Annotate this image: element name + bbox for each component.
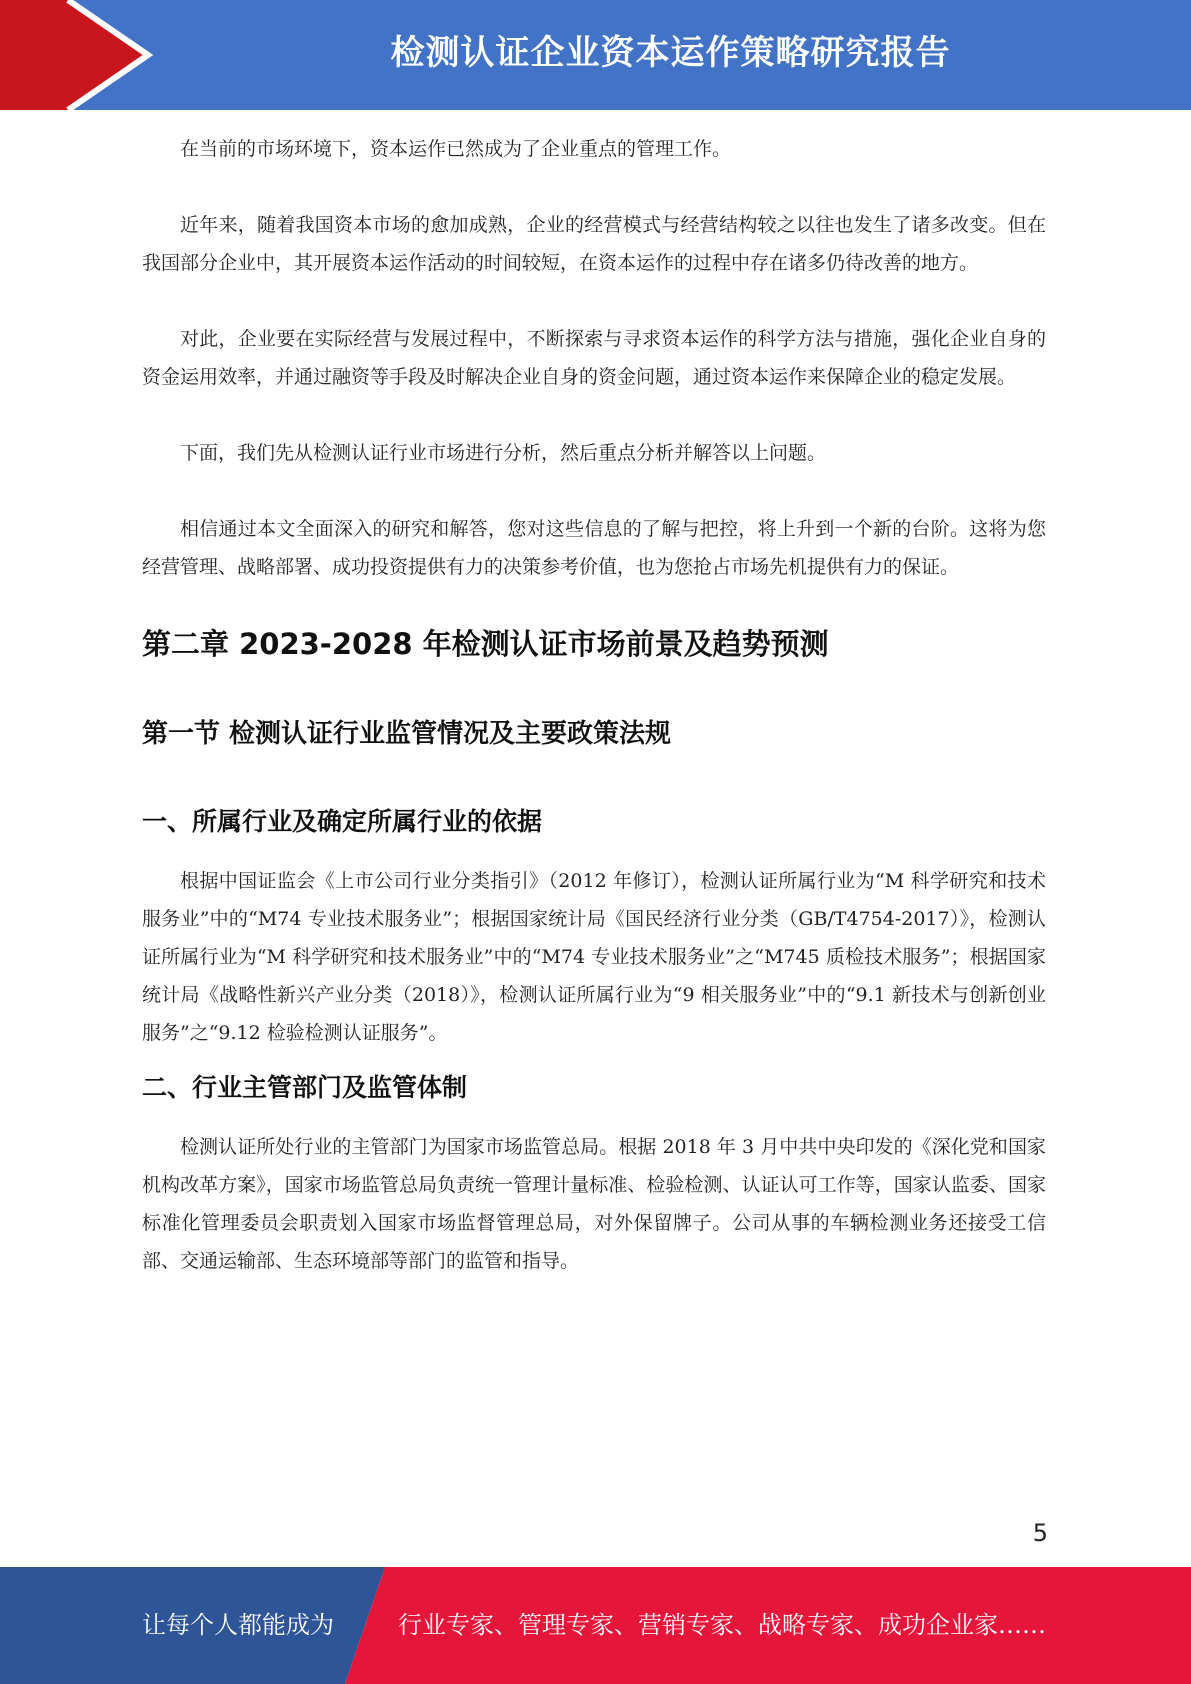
section-heading: 第一节 检测认证行业监管情况及主要政策法规	[142, 719, 672, 749]
subsection-paragraph-1: 根据中国证监会《上市公司行业分类指引》（2012 年修订），检测认证所属行业为“M 科学研究和技术服务业”中的“M74 专业技术服务业”；根据国家统计局《国民经济行业分类（GB/T4754-2017）》，检测认证所属行业为“M 科学研究和技术服务业”中的“M74 专业技术服务业”之“M745 质检技术服务”；根据国家统计局《战略性新兴产业分类（2018）》，检测认证所属行业为“9 相关服务业”中的“9.1 新技术与创新创业服务”之“9.12 检验检测认证服务”。	[142, 870, 1046, 1044]
intro-paragraph-5: 相信通过本文全面深入的研究和解答，您对这些信息的了解与把控，将上升到一个新的台阶。这将为您经营管理、战略部署、成功投资提供有力的决策参考价值，也为您抢占市场先机提供有力的保证。	[142, 518, 1046, 578]
subsection-heading-1: 一、所属行业及确定所属行业的依据	[142, 807, 543, 836]
report-title: 检测认证企业资本运作策略研究报告	[390, 33, 951, 73]
footer-slogan-left: 让每个人都能成为	[142, 1611, 334, 1639]
chapter-heading: 第二章 2023-2028 年检测认证市场前景及趋势预测	[142, 627, 829, 661]
footer-slogan-right: 行业专家、管理专家、营销专家、战略专家、成功企业家……	[398, 1611, 1046, 1639]
red-chevron	[0, 0, 148, 110]
page-footer	[0, 1567, 1191, 1684]
subsection-heading-2: 二、行业主管部门及监管体制	[142, 1073, 468, 1102]
subsection-paragraph-2: 检测认证所处行业的主管部门为国家市场监管总局。根据 2018 年 3 月中共中央印发的《深化党和国家机构改革方案》，国家市场监管总局负责统一管理计量标准、检验检测、认证认可工作等，国家认监委、国家标准化管理委员会职责划入国家市场监督管理总局，对外保留牌子。公司从事的车辆检测业务还接受工信部、交通运输部、生态环境部等部门的监管和指导。	[142, 1136, 1046, 1272]
intro-paragraph-1: 在当前的市场环境下，资本运作已然成为了企业重点的管理工作。	[180, 138, 732, 160]
page-number: 5	[1032, 1519, 1048, 1547]
page-body	[142, 130, 1046, 1318]
intro-paragraph-4: 下面，我们先从检测认证行业市场进行分析，然后重点分析并解答以上问题。	[180, 442, 827, 464]
page-header	[0, 0, 1191, 110]
intro-paragraph-2: 近年来，随着我国资本市场的愈加成熟，企业的经营模式与经营结构较之以往也发生了诸多改变。但在我国部分企业中，其开展资本运作活动的时间较短，在资本运作的过程中存在诸多仍待改善的地方。	[142, 214, 1046, 274]
intro-paragraph-3: 对此，企业要在实际经营与发展过程中，不断探索与寻求资本运作的科学方法与措施，强化企业自身的资金运用效率，并通过融资等手段及时解决企业自身的资金问题，通过资本运作来保障企业的稳定发展。	[142, 328, 1046, 388]
